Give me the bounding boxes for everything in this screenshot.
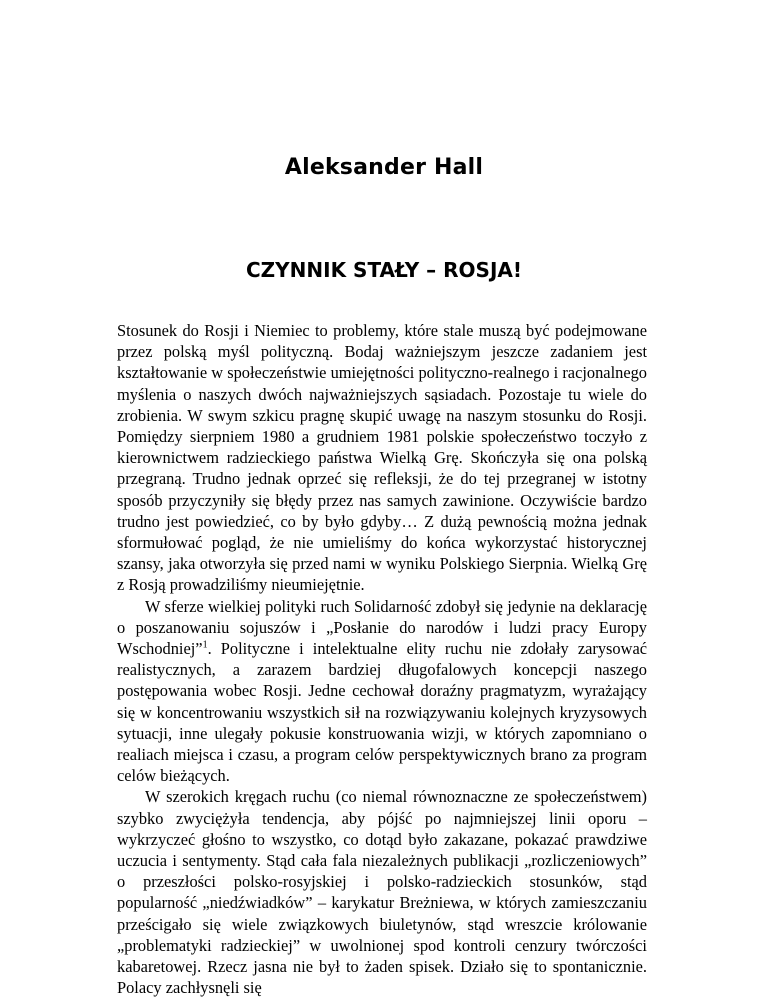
paragraph — [117, 596, 647, 787]
footnote-marker[interactable]: 1 — [202, 639, 208, 651]
paragraph: Stosunek do Rosji i Niemiec to problemy, które stale muszą być podejmowane przez polską myśl polityczną. Bodaj ważniejszym jeszcze zadaniem jest kształtowanie w społeczeństwie umiejętności polityczno-realnego i racjonalnego myślenia o naszych dwóch najważniejszych sąsiadach. Pozostaje tu wiele do zrobienia. W swym szkicu pragnę skupić uwagę na naszym stosunku do Rosji. Pomiędzy sierpniem 1980 a grudniem 1981 polskie społeczeństwo toczyło z kierownictwem radzieckiego państwa Wielką Grę. Skończyła się ona polską przegraną. Trudno jednak oprzeć się refleksji, że do tej przegranej w istotny sposób przyczyniły się błędy przez nas samych zawinione. Oczywiście bardzo trudno jest powiedzieć, co by było gdyby… Z dużą pewnością można jednak sformułować pogląd, że nie umieliśmy do końca wykorzystać historycznej szansy, jaka otworzyła się przed nami w wyniku Polskiego Sierpnia. Wielką Grę z Rosją prowadziliśmy nieumiejętnie. — [117, 321, 647, 595]
article-title: CZYNNIK STAŁY – ROSJA! — [246, 258, 522, 282]
paragraph: W szerokich kręgach ruchu (co niemal równoznaczne ze społeczeństwem) szybko zwyciężyła tendencja, aby pójść po najmniejszej linii oporu – wykrzyczeć głośno to wszystko, co dotąd było zakazane, pokazać prawdziwe uczucia i sentymenty. Stąd cała fala niezależnych publikacji „rozliczeniowych” o przeszłości polsko-rosyjskiej i polsko-radzieckich stosunków, stąd popularność „niedźwiadków” – karykatur Breżniewa, w których zamieszczaniu prześcigało się wiele związkowych biuletynów, stąd wreszcie królowanie „problematyki radzieckiej” w uwolnionej spod kontroli cenzury twórczości kabaretowej. Rzecz jasna nie był to żaden spisek. Działo się to spontanicznie. Polacy zachłysnęli się — [117, 787, 647, 998]
paragraph-text: W sferze wielkiej polityki ruch Solidarność zdobył się jedynie na deklarację o poszanowaniu sojuszów i „Posłanie do narodów i ludzi pracy Europy Wschodniej” — [117, 596, 647, 659]
author-name: Aleksander Hall — [284, 155, 484, 180]
paragraph-text: . Polityczne i intelektualne elity ruchu nie zdołały zarysować realistycznych, a zarazem bardziej długofalowych koncepcji naszego postępowania wobec Rosji. Jedne cechował doraźny pragmatyzm, wyrażający się w koncentrowaniu wszystkich sił na rozwiązywaniu kolejnych kryzysowych sytuacji, inne ulegały pokusie konstruowania wizji, w których zapomniano o realiach miejsca i czasu, a program celów perspektywicznych brano za program celów bieżących. — [117, 639, 647, 786]
article-body — [117, 320, 647, 999]
